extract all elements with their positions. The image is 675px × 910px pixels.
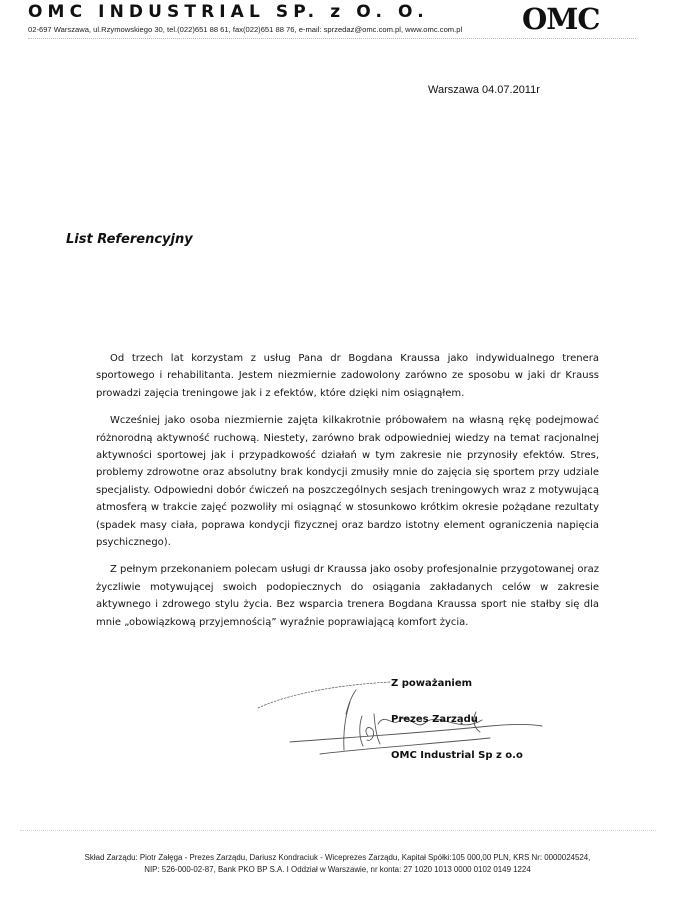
signature-block [250, 672, 550, 772]
footer-divider [20, 830, 656, 831]
letter-subject: List Referencyjny [66, 232, 193, 247]
signatory-position: Prezes Zarządu [391, 714, 478, 725]
footer-line-1: Skład Zarządu: Piotr Załęga - Prezes Zarządu, Dariusz Kondraciuk - Wiceprezes Zarządu, Kapitał Spółki:105 000,00 PLN, KRS Nr: 0000024524, [84, 853, 591, 862]
paragraph-3: Z pełnym przekonaniem polecam usługi dr Kraussa jako osoby profesjonalnie przygotowanej oraz życzliwie motywującej swoich podopiecznych do osiągania zakładanych celów w zakresie aktywnego i zdrowego stylu życia. Bez wsparcia trenera Bogdana Kraussa sport nie stałby się dla mnie „obowiązkową przyjemnością” wyraźnie poprawiającą komfort życia. [96, 564, 599, 628]
signatory-company: OMC Industrial Sp z o.o [391, 750, 523, 761]
company-name: OMC INDUSTRIAL SP. z O. O. [28, 2, 429, 22]
header-divider [28, 38, 636, 39]
letter-body [96, 350, 599, 631]
company-contact: 02-697 Warszawa, ul.Rzymowskiego 30, tel.(022)651 88 61, fax(022)651 88 76, e-mail: sprzedaz@omc.com.pl, www.omc.com.pl [28, 25, 463, 34]
letter-date: Warszawa 04.07.2011r [428, 84, 540, 96]
paragraph-2: Wcześniej jako osoba niezmiernie zajęta kilkakrotnie próbowałem na własną rękę podejmować różnorodną aktywność ruchową. Niestety, zarówno brak odpowiedniej wiedzy na temat racjonalnej aktywności sportowej jak i przypadkowość działań w tym zakresie nie przynosiły efektów. Stres, problemy zdrowotne oraz absolutny brak kondycji zmusiły mnie do zajęcia się sportem przy udziale specjalisty. Odpowiedni dobór ćwiczeń na poszczególnych sesjach treningowych wraz z motywującą atmosferą w trakcie zajęć pozwoliły mi osiągnąć w stosunkowo krótkim okresie pożądane rezultaty (spadek masy ciała, poprawa kondycji fizycznej oraz bardzo istotny element ograniczenia napięcia psychicznego). [96, 415, 599, 549]
signature-closing: Z poważaniem [391, 678, 473, 689]
company-logo: OMC [522, 2, 600, 36]
paragraph-1: Od trzech lat korzystam z usług Pana dr Bogdana Kraussa jako indywidualnego trenera sportowego i rehabilitanta. Jestem niezmiernie zadowolony zarówno ze sposobu w jaki dr Krauss prowadzi zajęcia treningowe jak i z efektów, które dzięki nim osiągnąłem. [96, 353, 599, 399]
company-footer [0, 852, 675, 875]
footer-line-2: NIP: 526-000-02-87, Bank PKO BP S.A. I Oddział w Warszawie, nr konta: 27 1020 1013 0000 0102 0149 1224 [144, 864, 531, 874]
